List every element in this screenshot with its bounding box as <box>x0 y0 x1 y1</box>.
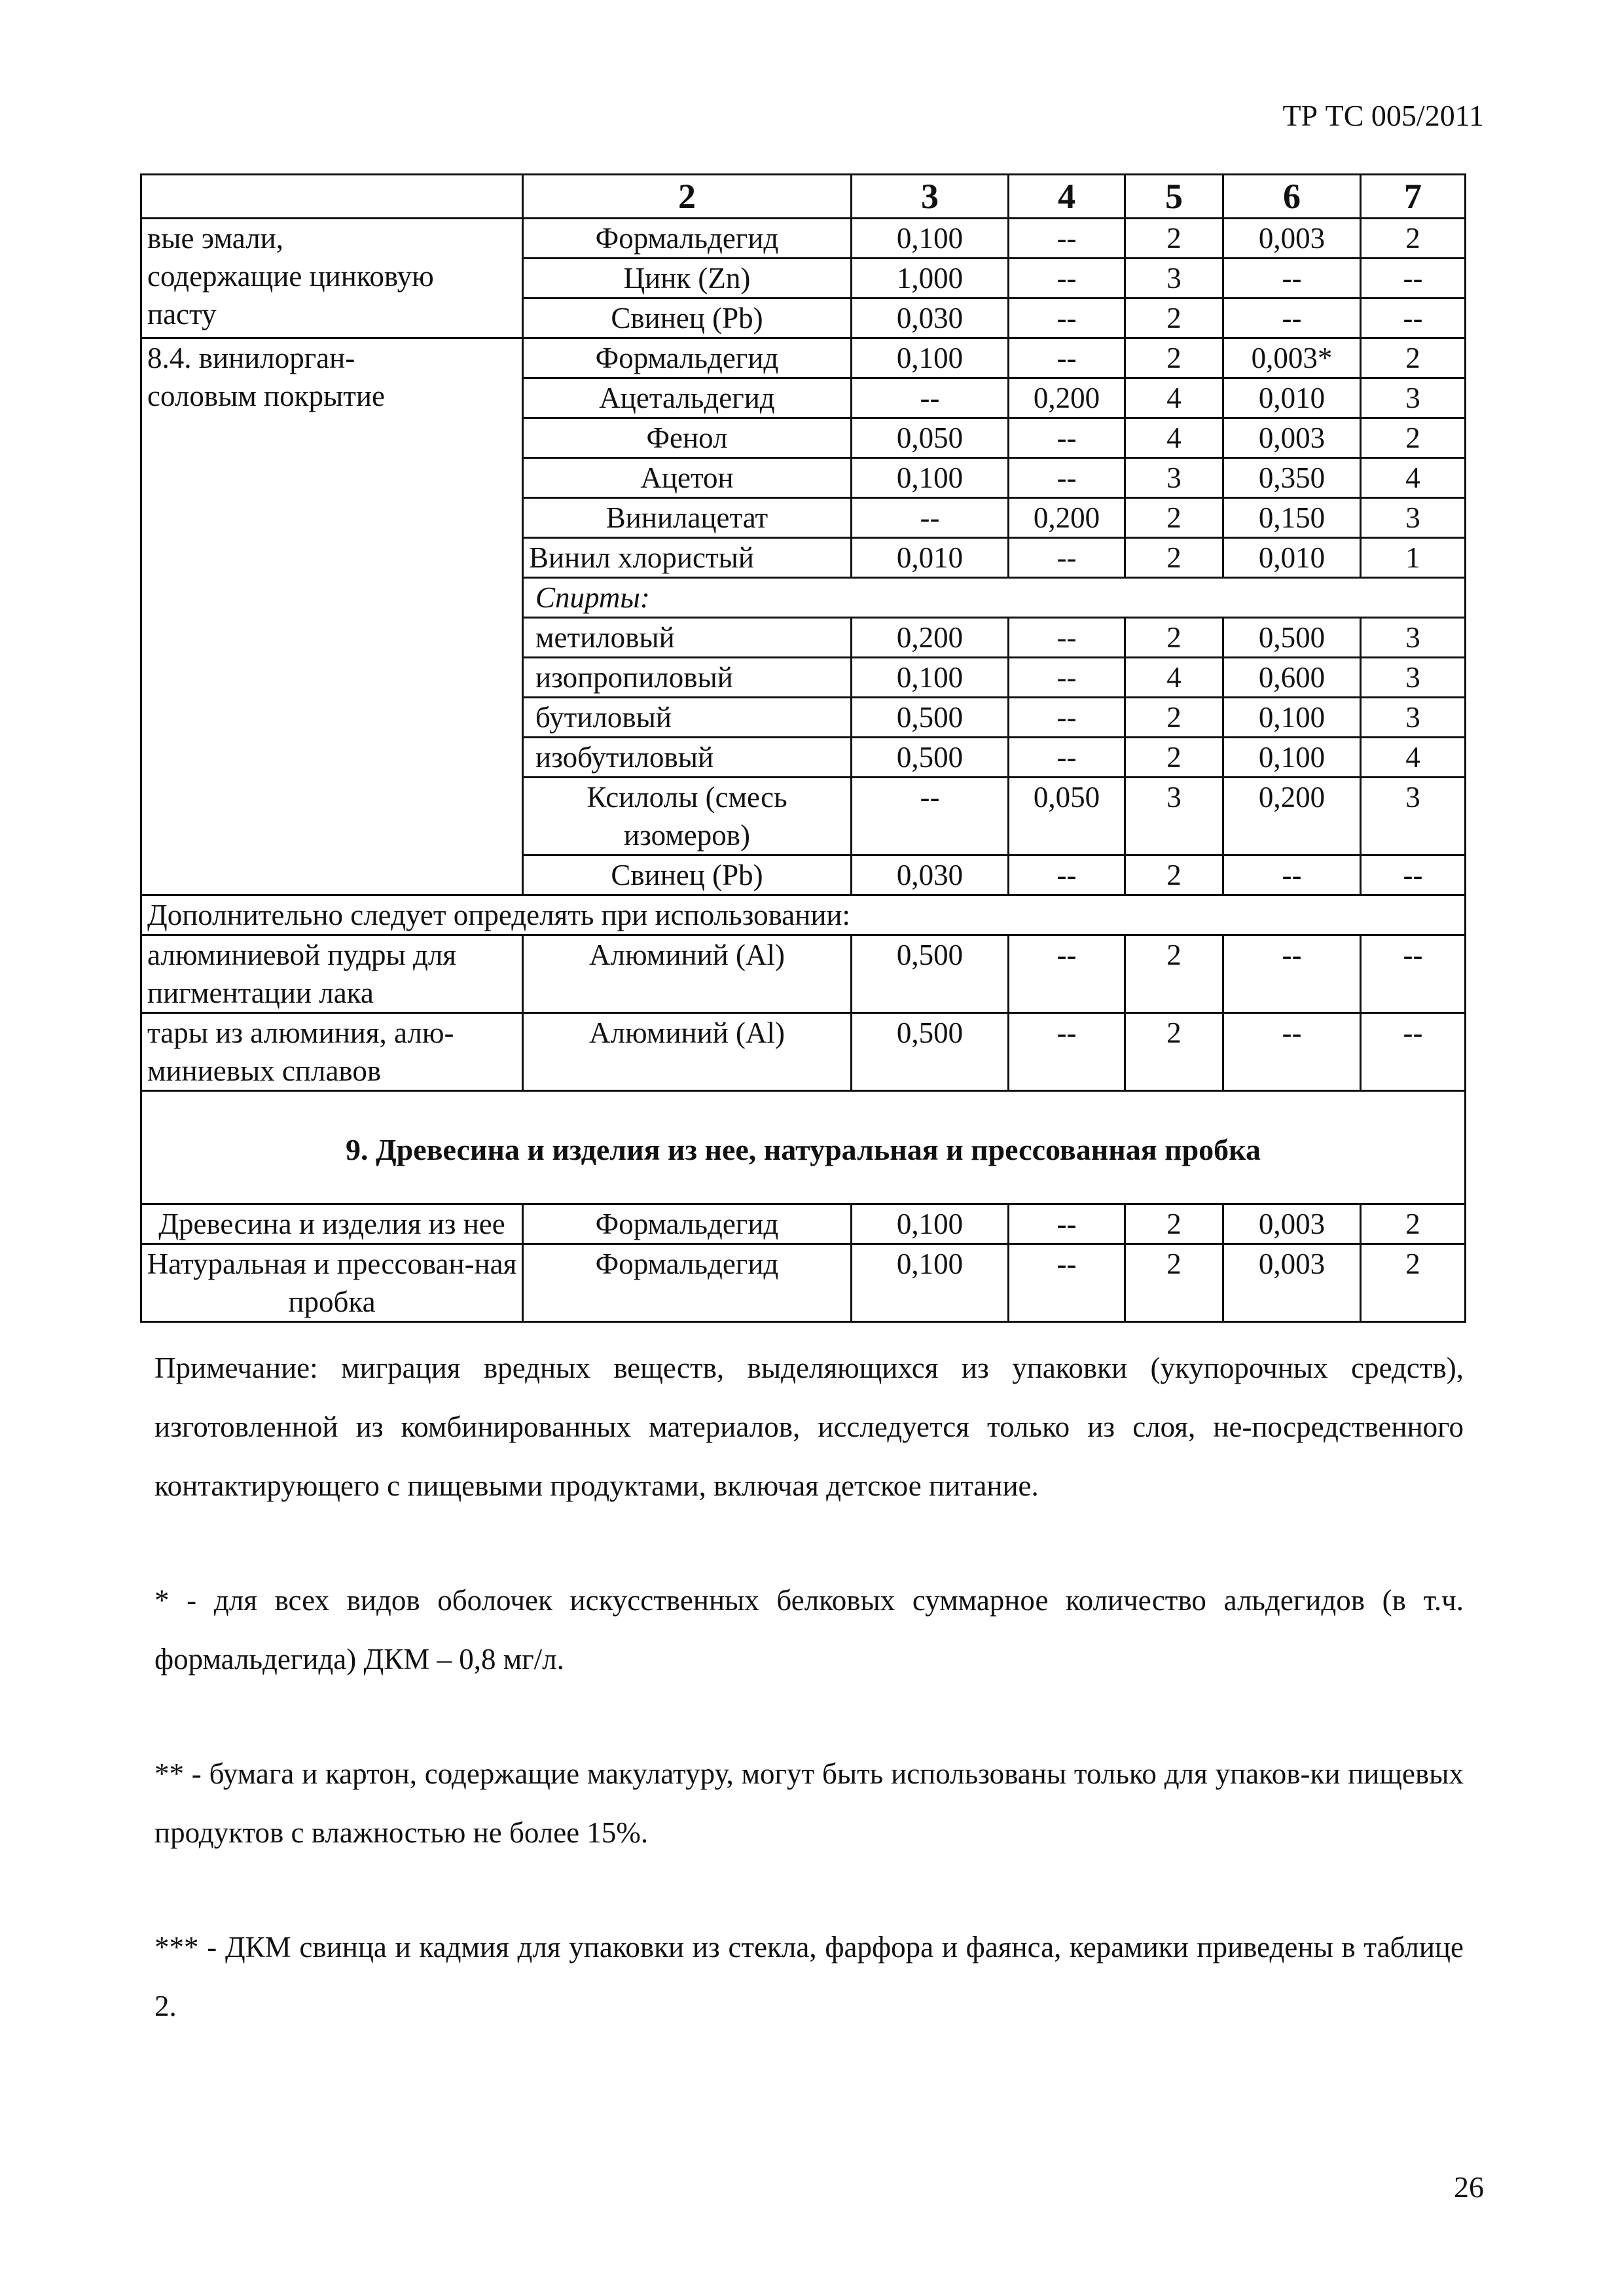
value-cell: 2 <box>1125 935 1223 1013</box>
value-cell: -- <box>1223 298 1361 338</box>
row-label: алюминиевой пудры для пигментации лака <box>141 935 523 1013</box>
value-cell: 3 <box>1361 378 1466 418</box>
value-cell: 0,003* <box>1223 338 1361 378</box>
section-9-title: 9. Древесина и изделия из нее, натуральная и прессованная пробка <box>141 1091 1466 1204</box>
value-cell: -- <box>1223 855 1361 895</box>
value-cell: 2 <box>1125 738 1223 778</box>
subheading-alcohols: Спирты: <box>523 578 1466 618</box>
value-cell: 0,003 <box>1223 1204 1361 1244</box>
substance-cell: Алюминий (Al) <box>523 1013 852 1091</box>
value-cell: 0,030 <box>852 298 1009 338</box>
table-row <box>141 1013 1466 1091</box>
row-group-label: 8.4. винилорган- соловым покрытие <box>141 338 523 895</box>
note-footnote-1: * - для всех видов оболочек искусственных белковых суммарное количество альдегидов (в т.ч. формальдегида) ДКМ – 0,8 мг/л. <box>154 1584 1464 1676</box>
value-cell: 0,350 <box>1223 458 1361 498</box>
column-header: 7 <box>1361 175 1466 219</box>
value-cell: 4 <box>1125 658 1223 698</box>
value-cell: 0,050 <box>852 418 1009 458</box>
value-cell: -- <box>1009 418 1125 458</box>
value-cell: 2 <box>1361 338 1466 378</box>
value-cell: 0,100 <box>852 1204 1009 1244</box>
value-cell: 3 <box>1361 778 1466 855</box>
value-cell: 1 <box>1361 538 1466 578</box>
substance-cell: Формальдегид <box>523 1244 852 1322</box>
value-cell: 0,003 <box>1223 1244 1361 1322</box>
migration-table <box>140 173 1466 1323</box>
substance-cell: изопропиловый <box>523 658 852 698</box>
value-cell: -- <box>1361 298 1466 338</box>
table-row <box>141 338 1466 378</box>
value-cell: 4 <box>1125 378 1223 418</box>
substance-cell: Формальдегид <box>523 1204 852 1244</box>
table-row <box>141 1244 1466 1322</box>
value-cell: 4 <box>1361 738 1466 778</box>
value-cell: -- <box>1223 935 1361 1013</box>
note-footnote-3: *** - ДКМ свинца и кадмия для упаковки из стекла, фарфора и фаянса, керамики приведены в таблице 2. <box>154 1931 1464 2022</box>
value-cell: 2 <box>1125 1013 1223 1091</box>
value-cell: -- <box>1361 855 1466 895</box>
substance-cell: Формальдегид <box>523 338 852 378</box>
table-row <box>141 935 1466 1013</box>
note-footnote-2: ** - бумага и картон, содержащие макулатуру, могут быть использованы только для упаков-ки пищевых продуктов с влажностью не более 15%. <box>154 1757 1464 1849</box>
value-cell: 0,150 <box>1223 498 1361 538</box>
value-cell: -- <box>1009 618 1125 658</box>
value-cell: -- <box>1009 1204 1125 1244</box>
value-cell: 2 <box>1125 698 1223 738</box>
row-label: Древесина и изделия из нее <box>141 1204 523 1244</box>
value-cell: 3 <box>1125 778 1223 855</box>
value-cell: 2 <box>1125 618 1223 658</box>
value-cell: 3 <box>1361 698 1466 738</box>
value-cell: -- <box>1009 259 1125 298</box>
value-cell: -- <box>1009 538 1125 578</box>
column-header: 2 <box>523 175 852 219</box>
substance-cell: Ацетон <box>523 458 852 498</box>
additional-note-row: Дополнительно следует определять при использовании: <box>141 895 1466 935</box>
value-cell: 0,100 <box>1223 698 1361 738</box>
substance-cell: Винилацетат <box>523 498 852 538</box>
value-cell: 2 <box>1125 855 1223 895</box>
value-cell: -- <box>1223 1013 1361 1091</box>
value-cell: -- <box>1361 259 1466 298</box>
value-cell: -- <box>1223 259 1361 298</box>
value-cell: 2 <box>1361 1244 1466 1322</box>
document-code: ТР ТС 005/2011 <box>1282 99 1484 132</box>
substance-cell: Винил хлористый <box>523 538 852 578</box>
row-group-label: вые эмали, содержащие цинковую пасту <box>141 219 523 338</box>
value-cell: 4 <box>1125 418 1223 458</box>
value-cell: -- <box>1009 298 1125 338</box>
note-primechanie: Примечание: миграция вредных веществ, выделяющихся из упаковки (укупорочных средств), изготовленной из комбинированных материалов, исследуется только из слоя, не-посредственного контактирующего с пищевыми продуктами, включая детское питание. <box>154 1352 1464 1502</box>
value-cell: -- <box>1009 658 1125 698</box>
column-header: 3 <box>852 175 1009 219</box>
substance-cell: Ацетальдегид <box>523 378 852 418</box>
value-cell: -- <box>852 778 1009 855</box>
column-header: 5 <box>1125 175 1223 219</box>
value-cell: 2 <box>1125 298 1223 338</box>
value-cell: -- <box>852 498 1009 538</box>
value-cell: 2 <box>1125 338 1223 378</box>
value-cell: 0,500 <box>852 1013 1009 1091</box>
substance-cell: бутиловый <box>523 698 852 738</box>
value-cell: 0,600 <box>1223 658 1361 698</box>
value-cell: 2 <box>1125 498 1223 538</box>
substance-cell: Ксилолы (смесь изомеров) <box>523 778 852 855</box>
value-cell: -- <box>852 378 1009 418</box>
value-cell: 0,500 <box>852 698 1009 738</box>
value-cell: 2 <box>1125 538 1223 578</box>
value-cell: 0,100 <box>852 458 1009 498</box>
value-cell: 0,010 <box>1223 378 1361 418</box>
table-row <box>141 1204 1466 1244</box>
value-cell: 2 <box>1361 1204 1466 1244</box>
substance-cell: метиловый <box>523 618 852 658</box>
value-cell: 4 <box>1361 458 1466 498</box>
value-cell: 0,010 <box>1223 538 1361 578</box>
value-cell: -- <box>1009 738 1125 778</box>
value-cell: -- <box>1009 1244 1125 1322</box>
value-cell: 3 <box>1361 498 1466 538</box>
value-cell: -- <box>1009 1013 1125 1091</box>
value-cell: 0,100 <box>852 219 1009 259</box>
substance-cell: Свинец (Pb) <box>523 855 852 895</box>
value-cell: 0,050 <box>1009 778 1125 855</box>
value-cell: -- <box>1361 1013 1466 1091</box>
table-row <box>141 175 1466 219</box>
value-cell: 2 <box>1125 1204 1223 1244</box>
substance-cell: Фенол <box>523 418 852 458</box>
value-cell: 3 <box>1125 259 1223 298</box>
value-cell: 0,200 <box>852 618 1009 658</box>
value-cell: 0,500 <box>852 935 1009 1013</box>
value-cell: 1,000 <box>852 259 1009 298</box>
substance-cell: изобутиловый <box>523 738 852 778</box>
table-row <box>141 219 1466 259</box>
value-cell: 2 <box>1361 418 1466 458</box>
value-cell: 0,500 <box>852 738 1009 778</box>
value-cell: 2 <box>1361 219 1466 259</box>
value-cell: -- <box>1009 698 1125 738</box>
substance-cell: Алюминий (Al) <box>523 935 852 1013</box>
row-label: тары из алюминия, алю-миниевых сплавов <box>141 1013 523 1091</box>
column-header <box>141 175 523 219</box>
substance-cell: Формальдегид <box>523 219 852 259</box>
value-cell: 0,200 <box>1009 498 1125 538</box>
value-cell: -- <box>1009 219 1125 259</box>
table-row <box>141 1091 1466 1204</box>
value-cell: 3 <box>1361 658 1466 698</box>
value-cell: 3 <box>1125 458 1223 498</box>
value-cell: -- <box>1009 855 1125 895</box>
value-cell: 2 <box>1125 1244 1223 1322</box>
substance-cell: Цинк (Zn) <box>523 259 852 298</box>
substance-cell: Свинец (Pb) <box>523 298 852 338</box>
column-header: 6 <box>1223 175 1361 219</box>
value-cell: -- <box>1009 338 1125 378</box>
value-cell: 0,100 <box>852 338 1009 378</box>
value-cell: 0,100 <box>1223 738 1361 778</box>
value-cell: -- <box>1009 935 1125 1013</box>
value-cell: 0,010 <box>852 538 1009 578</box>
row-label: Натуральная и прессован-ная пробка <box>141 1244 523 1322</box>
column-header: 4 <box>1009 175 1125 219</box>
table-row <box>141 895 1466 935</box>
value-cell: 3 <box>1361 618 1466 658</box>
page-number: 26 <box>1454 2170 1484 2204</box>
value-cell: -- <box>1361 935 1466 1013</box>
value-cell: 2 <box>1125 219 1223 259</box>
value-cell: 0,100 <box>852 1244 1009 1322</box>
value-cell: 0,200 <box>1009 378 1125 418</box>
value-cell: 0,030 <box>852 855 1009 895</box>
value-cell: 0,200 <box>1223 778 1361 855</box>
value-cell: 0,500 <box>1223 618 1361 658</box>
value-cell: 0,003 <box>1223 418 1361 458</box>
value-cell: 0,003 <box>1223 219 1361 259</box>
value-cell: -- <box>1009 458 1125 498</box>
value-cell: 0,100 <box>852 658 1009 698</box>
